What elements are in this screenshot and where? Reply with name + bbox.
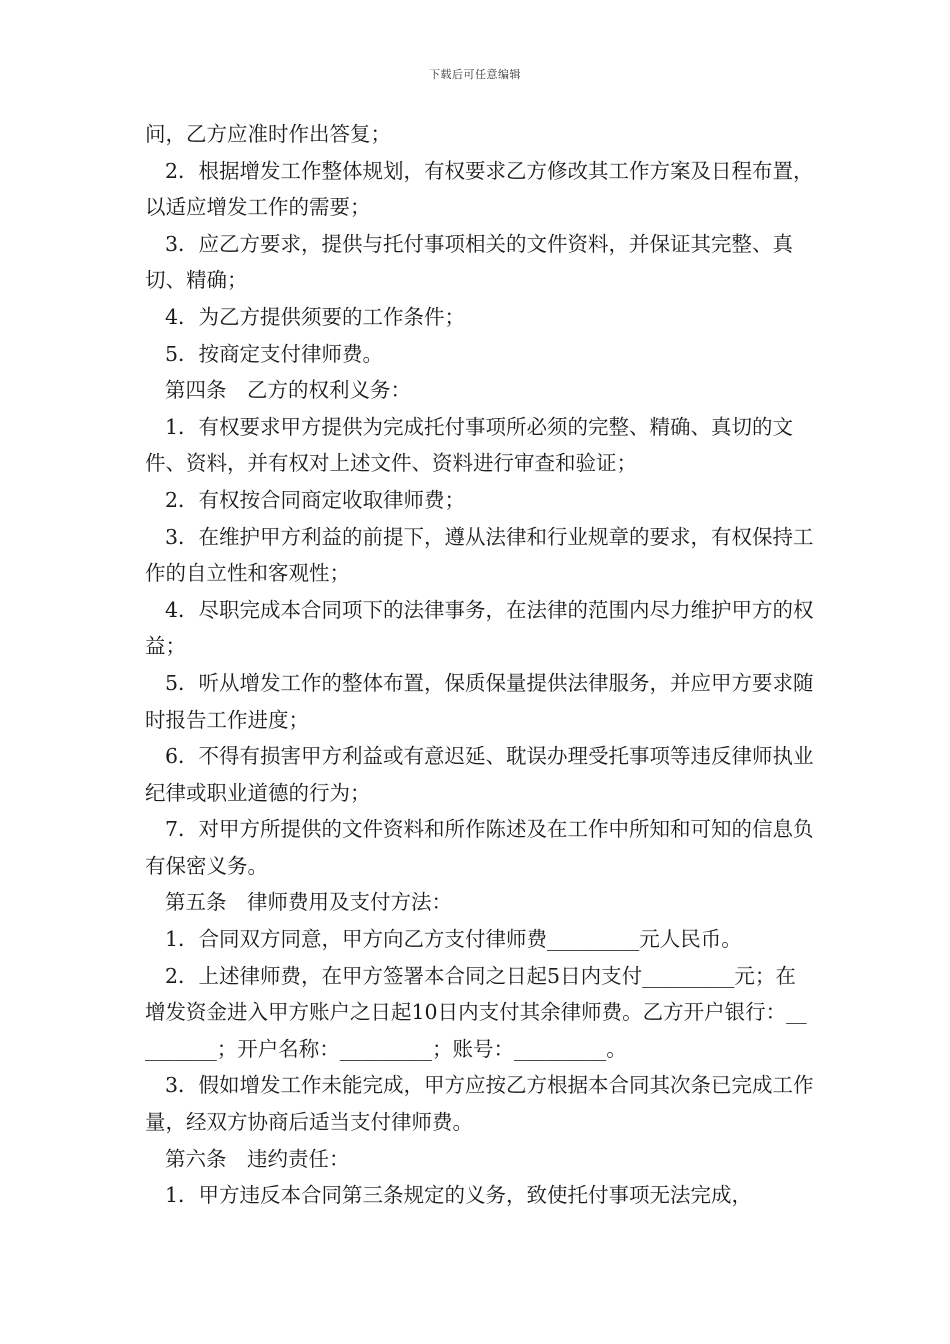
paragraph: 3．应乙方要求，提供与托付事项相关的文件资料，并保证其完整、真切、精确； <box>145 231 794 293</box>
paragraph: 6．不得有损害甲方利益或有意迟延、耽误办理受托事项等违反律师执业纪律或职业道德的行为； <box>145 744 814 805</box>
paragraph: 2．上述律师费，在甲方签署本合同之日起5日内支付_________元；在增发资金进入甲方账户之日起10日内支付其余律师费。乙方开户银行：_________；开户名称：_________；账号：_________。 <box>145 963 807 1061</box>
paragraph: 2．有权按合同商定收取律师费； <box>165 487 466 512</box>
paragraph: 4．为乙方提供须要的工作条件； <box>165 304 466 329</box>
paragraph: 1．合同双方同意，甲方向乙方支付律师费_________元人民币。 <box>165 927 742 952</box>
paragraph: 7．对甲方所提供的文件资料和所作陈述及在工作中所知和可知的信息负有保密义务。 <box>145 817 814 878</box>
section-heading: 第六条 违约责任： <box>165 1146 350 1171</box>
paragraph: 4．尽职完成本合同项下的法律事务，在法律的范围内尽力维护甲方的权益； <box>145 597 814 659</box>
paragraph: 5．听从增发工作的整体布置，保质保量提供法律服务，并应甲方要求随时报告工作进度； <box>145 670 814 732</box>
paragraph: 3．在维护甲方利益的前提下，遵从法律和行业规章的要求，有权保持工作的自立性和客观性； <box>145 524 814 586</box>
paragraph: 1．有权要求甲方提供为完成托付事项所必须的完整、精确、真切的文件、资料，并有权对上述文件、资料进行审查和验证； <box>145 414 794 476</box>
section-heading: 第四条 乙方的权利义务： <box>165 378 411 403</box>
paragraph: 1．甲方违反本合同第三条规定的义务，致使托付事项无法完成， <box>165 1183 753 1208</box>
section-heading: 第五条 律师费用及支付方法： <box>165 890 452 915</box>
page-header: 下载后可任意编辑 <box>429 68 521 81</box>
document-body <box>145 116 815 1214</box>
paragraph: 2．根据增发工作整体规划，有权要求乙方修改其工作方案及日程布置，以适应增发工作的需要； <box>145 158 814 220</box>
paragraph: 3．假如增发工作未能完成，甲方应按乙方根据本合同其次条已完成工作量，经双方协商后适当支付律师费。 <box>145 1073 814 1135</box>
paragraph: 5．按商定支付律师费。 <box>165 341 384 366</box>
paragraph: 问，乙方应准时作出答复； <box>145 122 391 146</box>
